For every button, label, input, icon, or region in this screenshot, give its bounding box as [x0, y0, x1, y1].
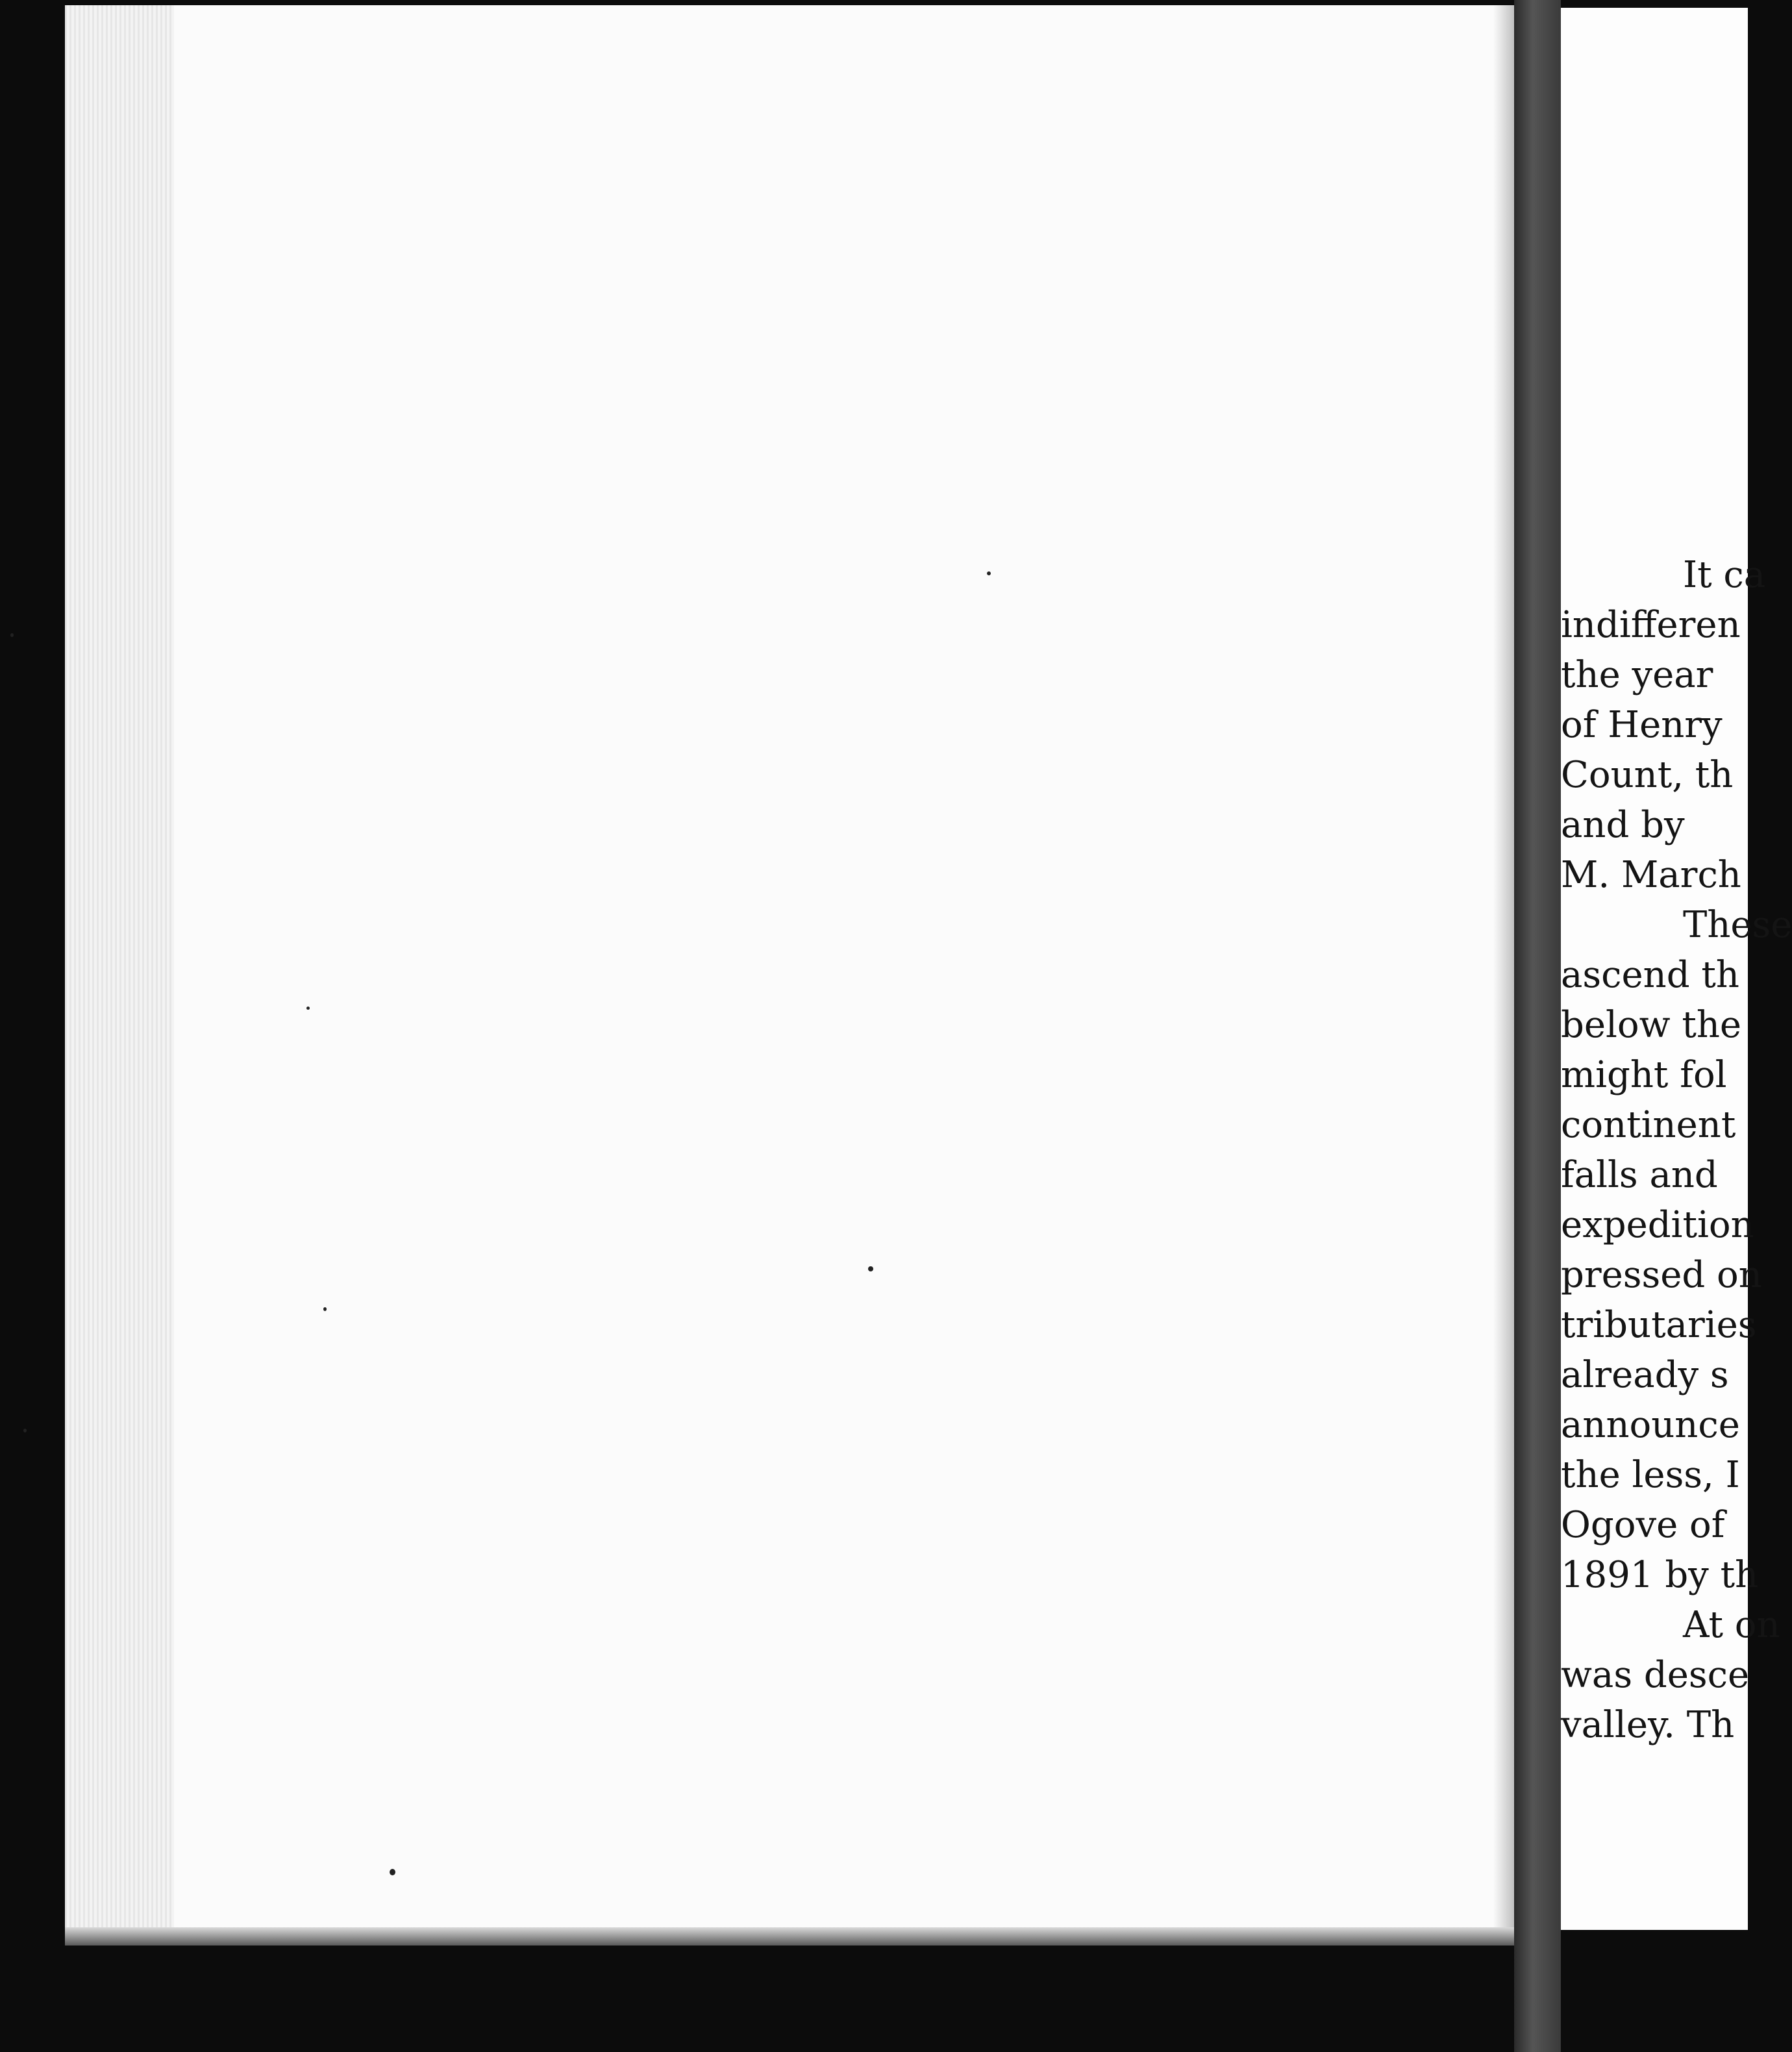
left-page-fore-edge [65, 5, 174, 1927]
dust-speck [868, 1266, 873, 1271]
left-page-blank [65, 5, 1514, 1927]
dust-speck [23, 1429, 27, 1433]
text-line: pressed on [1561, 1254, 1762, 1296]
text-line: falls and [1561, 1154, 1718, 1196]
dust-speck [10, 633, 14, 637]
text-line: already s [1561, 1354, 1729, 1396]
left-page-shadow [1493, 5, 1517, 1927]
text-line: announce [1561, 1404, 1740, 1446]
text-line: and by [1561, 804, 1685, 846]
dust-speck [306, 1007, 310, 1010]
text-line: At on [1683, 1604, 1780, 1646]
text-line: Ogove of [1561, 1504, 1725, 1546]
text-line: These [1683, 904, 1792, 946]
text-line: 1891 by th [1561, 1554, 1759, 1596]
right-page-text-column [1561, 8, 1792, 1930]
text-line: valley. Th [1561, 1704, 1735, 1746]
text-line: expedition [1561, 1204, 1754, 1246]
dust-speck [987, 571, 991, 575]
book-gutter [1514, 0, 1561, 2052]
text-line: tributaries [1561, 1304, 1757, 1346]
text-line: below the [1561, 1004, 1742, 1046]
text-line: the less, I [1561, 1454, 1740, 1496]
text-line: the year [1561, 654, 1713, 696]
text-line: continent [1561, 1104, 1736, 1146]
text-line: Count, th [1561, 754, 1734, 796]
text-line: It ca [1683, 554, 1766, 596]
text-line: ascend th [1561, 954, 1739, 996]
text-line: indifferen [1561, 604, 1741, 646]
text-line: might fol [1561, 1054, 1727, 1096]
left-page-bottom-edge [65, 1927, 1514, 1946]
dust-speck [323, 1307, 327, 1311]
text-line: of Henry [1561, 704, 1723, 746]
text-line: was desce [1561, 1654, 1750, 1696]
dust-speck [390, 1869, 395, 1875]
text-line: M. March [1561, 854, 1741, 896]
